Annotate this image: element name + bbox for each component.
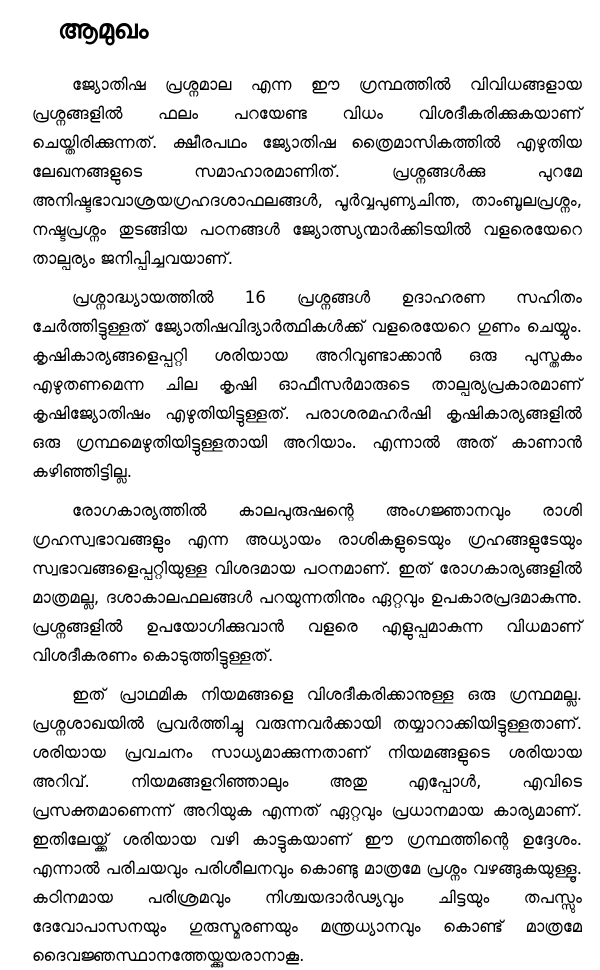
paragraph-1: ജ്യോതിഷ പ്രശ്നമാല എന്ന ഈ ഗ്രന്ഥത്തിൽ വിവിധങ്ങളായ പ്രശ്നങ്ങളിൽ ഫലം പറയേണ്ട വിധം വിശദീകരിക്കുകയാണ് ചെയ്തിരിക്കുന്നത്. ക്ഷീരപഥം ജ്യോതിഷ ത്രൈമാസികത്തിൽ എഴുതിയ ലേഖനങ്ങളുടെ സമാഹാരമാണിത്. പ്രശ്നങ്ങൾക്കു പുറമേ അനിഷ്ടഭാവാശ്രയഗ്രഹദശാഫലങ്ങൾ, പൂർവ്വപുണ്യചിന്ത, താംബൂലപ്രശ്നം, നഷ്ടപ്രശ്നം തുടങ്ങിയ പഠനങ്ങൾ ജ്യോത്സ്യന്മാർക്കിടയിൽ വളരെയേറെ താല്പര്യം ജനിപ്പിച്ചവയാണ്. <box>32 75 582 268</box>
paragraph-4: ഇത് പ്രാഥമിക നിയമങ്ങളെ വിശദീകരിക്കാനുള്ള ഒരു ഗ്രന്ഥമല്ല. പ്രശ്നശാഖയിൽ പ്രവർത്തിച്ചു വരുന്നവർക്കായി തയ്യാറാക്കിയിട്ടുള്ളതാണ്. ശരിയായ പ്രവചനം സാധ്യമാക്കുന്നതാണ് നിയമങ്ങളുടെ ശരിയായ അറിവ്. നിയമങ്ങളറിഞ്ഞാലും അതു എപ്പോൾ, എവിടെ പ്രസക്തമാണെന്ന് അറിയുക എന്നത് ഏറ്റവും പ്രധാനമായ കാര്യമാണ്. ഇതിലേയ്ക്ക് ശരിയായ വഴി കാട്ടുകയാണ് ഈ ഗ്രന്ഥത്തിന്റെ ഉദ്ദേശം. എന്നാൽ പരിചയവും പരിശീലനവും കൊണ്ടു മാത്രമേ പ്രശ്നം വഴങ്ങുകയുള്ളൂ. കഠിനമായ പരിശ്രമവും നിശ്ചയദാർഢ്യവും ചിട്ടയും തപസ്സും ദേവോപാസനയും ഗുരുസ്മരണയും മന്ത്രധ്യാനവും കൊണ്ട് മാത്രമേ ദൈവജ്ഞസ്ഥാനത്തേയ്ക്കുയരാനാകൂ. <box>32 685 582 965</box>
paragraph-3: രോഗകാര്യത്തിൽ കാലപുരുഷന്റെ അംഗജ്ഞാനവും രാശി ഗ്രഹസ്വഭാവങ്ങളും എന്ന അധ്യായം രാശികളുടെയും ഗ്രഹങ്ങളുടേയും സ്വഭാവങ്ങളെപ്പറ്റിയുള്ള വിശദമായ പഠനമാണ്. ഇത് രോഗകാര്യങ്ങളിൽ മാത്രമല്ല, ദശാകാലഫലങ്ങൾ പറയുന്നതിനും ഏറ്റവും ഉപകാരപ്രദമാകുന്നു. പ്രശ്നങ്ങളിൽ ഉപയോഗിക്കുവാൻ വളരെ എളുപ്പമാകുന്ന വിധമാണ് വിശദീകരണം കൊടുത്തിട്ടുള്ളത്. <box>32 501 582 665</box>
preface-body <box>32 70 582 970</box>
page-title: ആമുഖം <box>58 15 149 45</box>
paragraph-2: പ്രശ്നാദ്ധ്യായത്തിൽ 16 പ്രശ്നങ്ങൾ ഉദാഹരണ സഹിതം ചേർത്തിട്ടുള്ളത് ജ്യോതിഷവിദ്യാർത്ഥികൾക്ക് വളരെയേറെ ഗുണം ചെയ്യും. കൃഷികാര്യങ്ങളെപ്പറ്റി ശരിയായ അറിവുണ്ടാക്കാൻ ഒരു പുസ്തകം എഴുതണമെന്ന ചില കൃഷി ഓഫീസർമാരുടെ താല്പര്യപ്രകാരമാണ് കൃഷിജ്യോതിഷം എഴുതിയിട്ടുള്ളത്. പരാശരമഹർഷി കൃഷികാര്യങ്ങളിൽ ഒരു ഗ്രന്ഥമെഴുതിയിട്ടുള്ളതായി അറിയാം. എന്നാൽ അത് കാണാൻ കഴിഞ്ഞിട്ടില്ല. <box>32 288 582 481</box>
